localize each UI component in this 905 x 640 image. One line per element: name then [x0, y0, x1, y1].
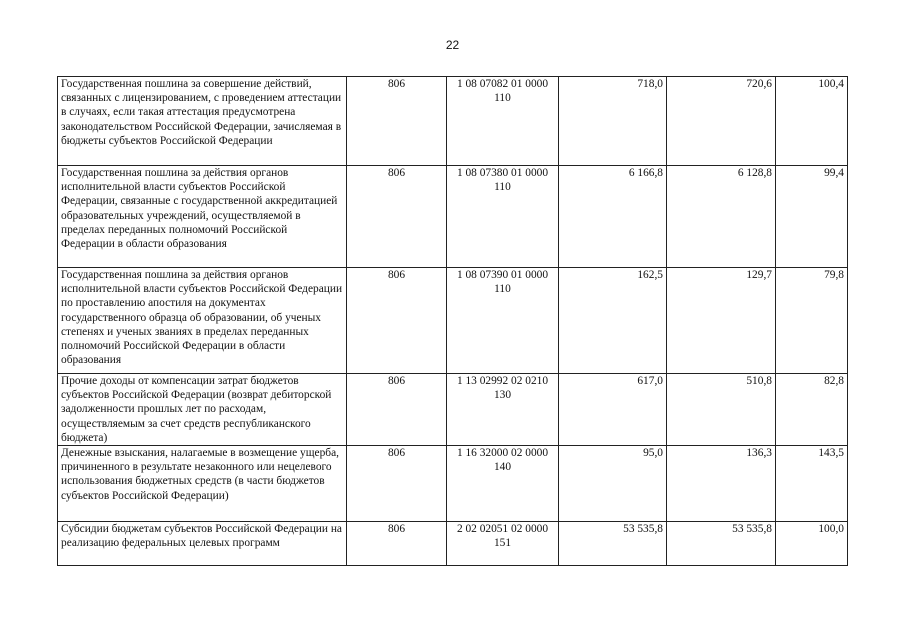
actual-amount: 129,7 [667, 268, 776, 374]
execution-percent: 82,8 [776, 374, 848, 446]
actual-amount: 6 128,8 [667, 166, 776, 268]
budget-classification-code: 1 13 02992 02 0210 130 [447, 374, 559, 446]
page-number: 22 [445, 38, 460, 52]
execution-percent: 79,8 [776, 268, 848, 374]
planned-amount: 95,0 [559, 446, 667, 522]
budget-classification-code: 1 08 07082 01 0000 110 [447, 77, 559, 166]
administrator-code: 806 [347, 446, 447, 522]
execution-percent: 100,4 [776, 77, 848, 166]
revenue-description: Государственная пошлина за совершение действий, связанных с лицензированием, с проведением аттестации в случаях, если такая аттестация предусмотрена законодательством Российской Федерации, зачисляемая в бюджеты субъектов Российской Федерации [58, 77, 347, 166]
budget-classification-code: 1 16 32000 02 0000 140 [447, 446, 559, 522]
table-row [58, 166, 848, 268]
budget-classification-code: 1 08 07380 01 0000 110 [447, 166, 559, 268]
planned-amount: 162,5 [559, 268, 667, 374]
revenue-description: Государственная пошлина за действия органов исполнительной власти субъектов Российской Федерации, связанные с государственной аккредитацией образовательных учреждений, осуществляемой в пределах переданных полномочий Российской Федерации в области образования [58, 166, 347, 268]
table-row [58, 522, 848, 566]
revenue-table [57, 76, 848, 566]
administrator-code: 806 [347, 77, 447, 166]
actual-amount: 510,8 [667, 374, 776, 446]
table-row [58, 446, 848, 522]
budget-classification-code: 2 02 02051 02 0000 151 [447, 522, 559, 566]
administrator-code: 806 [347, 522, 447, 566]
planned-amount: 718,0 [559, 77, 667, 166]
revenue-description: Денежные взыскания, налагаемые в возмещение ущерба, причиненного в результате незаконного или нецелевого использования бюджетных средств (в части бюджетов субъектов Российской Федерации) [58, 446, 347, 522]
table-row [58, 374, 848, 446]
actual-amount: 720,6 [667, 77, 776, 166]
revenue-description: Прочие доходы от компенсации затрат бюджетов субъектов Российской Федерации (возврат дебиторской задолженности прошлых лет по расходам, осуществляемым за счет средств республиканского бюджета) [58, 374, 347, 446]
execution-percent: 99,4 [776, 166, 848, 268]
execution-percent: 100,0 [776, 522, 848, 566]
revenue-description: Государственная пошлина за действия органов исполнительной власти субъектов Российской Федерации по проставлению апостиля на документах государственного образца об образовании, об ученых степенях и ученых званиях в пределах переданных полномочий Российской Федерации в области образования [58, 268, 347, 374]
actual-amount: 136,3 [667, 446, 776, 522]
administrator-code: 806 [347, 166, 447, 268]
planned-amount: 617,0 [559, 374, 667, 446]
planned-amount: 6 166,8 [559, 166, 667, 268]
revenue-description: Субсидии бюджетам субъектов Российской Федерации на реализацию федеральных целевых программ [58, 522, 347, 566]
table-row [58, 77, 848, 166]
administrator-code: 806 [347, 268, 447, 374]
execution-percent: 143,5 [776, 446, 848, 522]
actual-amount: 53 535,8 [667, 522, 776, 566]
budget-classification-code: 1 08 07390 01 0000 110 [447, 268, 559, 374]
planned-amount: 53 535,8 [559, 522, 667, 566]
table-row [58, 268, 848, 374]
administrator-code: 806 [347, 374, 447, 446]
